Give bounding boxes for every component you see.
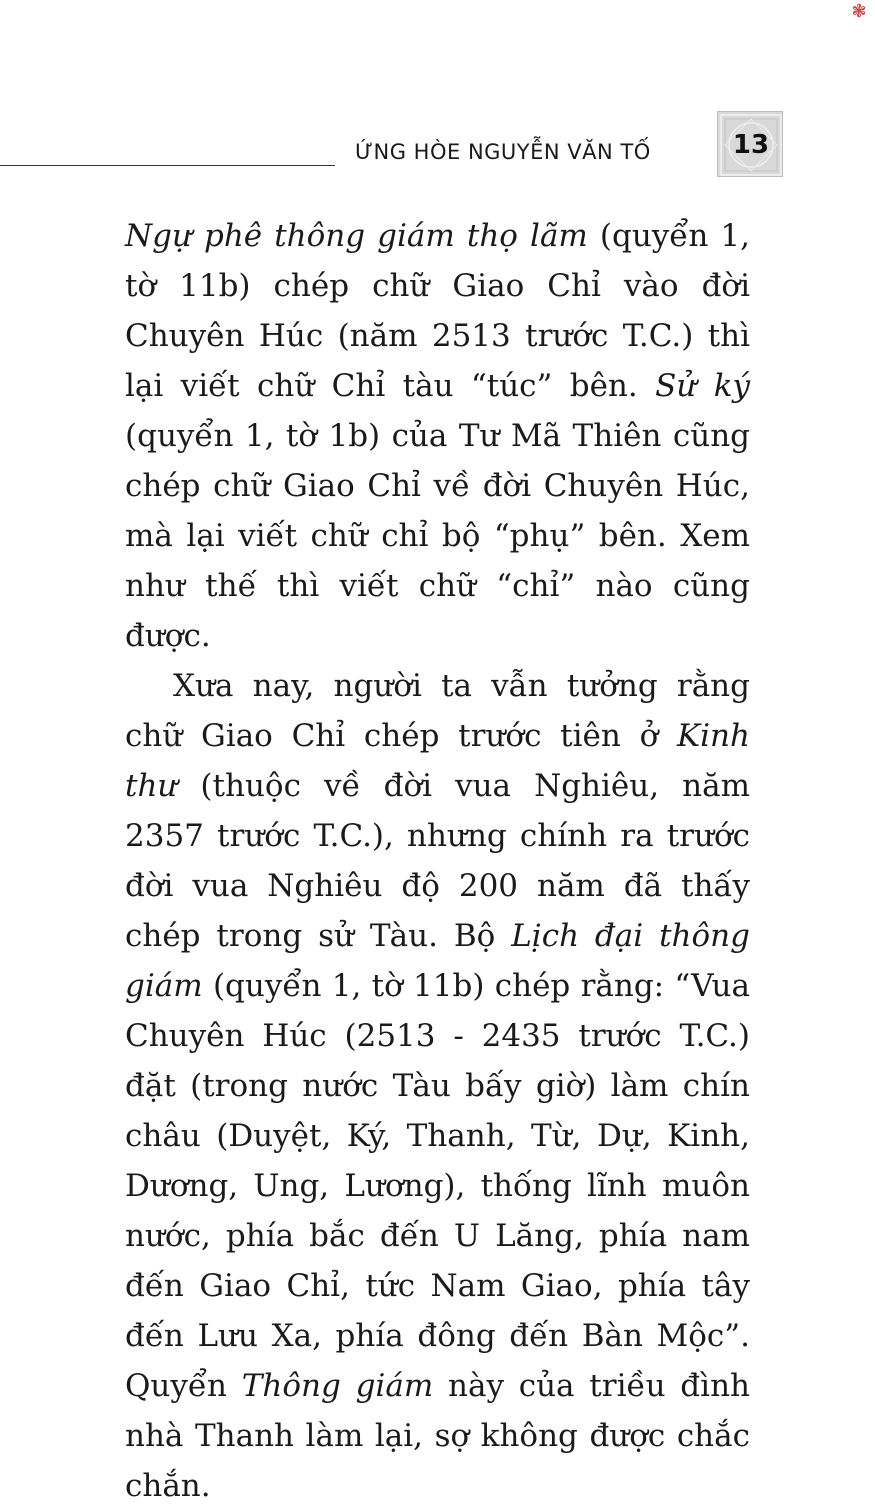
book-title-su-ky: Sử ký: [655, 368, 750, 404]
book-title-thong-giam: Thông giám: [241, 1368, 434, 1404]
paragraph-1: [125, 211, 750, 661]
text-run: này của triều đình nhà Thanh làm lại, sợ không được chắc chắn.: [125, 1368, 750, 1504]
body-text: [125, 211, 750, 1511]
paragraph-2: [125, 661, 750, 1511]
book-title-lich-dai: Lịch đại thông giám: [125, 918, 750, 1004]
book-title-kinh-thu: Kinh thư: [125, 718, 750, 804]
running-head: ỨNG HÒE NGUYỄN VĂN TỐ: [355, 140, 651, 164]
corner-flower-icon: ❃: [851, 1, 867, 22]
text-run: (quyển 1, tờ 11b) chép rằng: “Vua Chuyên Húc (2513 - 2435 trước T.C.) đặt (trong nước Tàu bấy giờ) làm chín châu (Duyệt, Ký, Thanh, Từ, Dự, Kinh, Dương, Ung, Lương), thống lĩnh muôn nước, phía bắc đến U Lăng, phía nam đến Giao Chỉ, tức Nam Giao, phía tây đến Lưu Xa, phía đông đến Bàn Mộc”. Quyển: [125, 968, 750, 1404]
page-number-badge: [717, 111, 783, 177]
text-run: (quyển 1, tờ 1b) của Tư Mã Thiên cũng chép chữ Giao Chỉ về đời Chuyên Húc, mà lại viết chữ chỉ bộ “phụ” bên. Xem như thế thì viết chữ “chỉ” nào cũng được.: [125, 418, 750, 654]
text-run: (quyển 1, tờ 11b) chép chữ Giao Chỉ vào đời Chuyên Húc (năm 2513 trước T.C.) thì lại viết chữ Chỉ tàu “túc” bên.: [125, 218, 750, 404]
text-run: Xưa nay, người ta vẫn tưởng rằng chữ Giao Chỉ chép trước tiên ở: [125, 668, 750, 754]
text-run: (thuộc về đời vua Nghiêu, năm 2357 trước T.C.), nhưng chính ra trước đời vua Nghiêu độ 200 năm đã thấy chép trong sử Tàu. Bộ: [125, 768, 750, 954]
book-title-ngu-phe: Ngự phê thông giám thọ lãm: [125, 218, 588, 254]
page-number: 13: [732, 130, 770, 160]
header-rule: [0, 165, 335, 166]
